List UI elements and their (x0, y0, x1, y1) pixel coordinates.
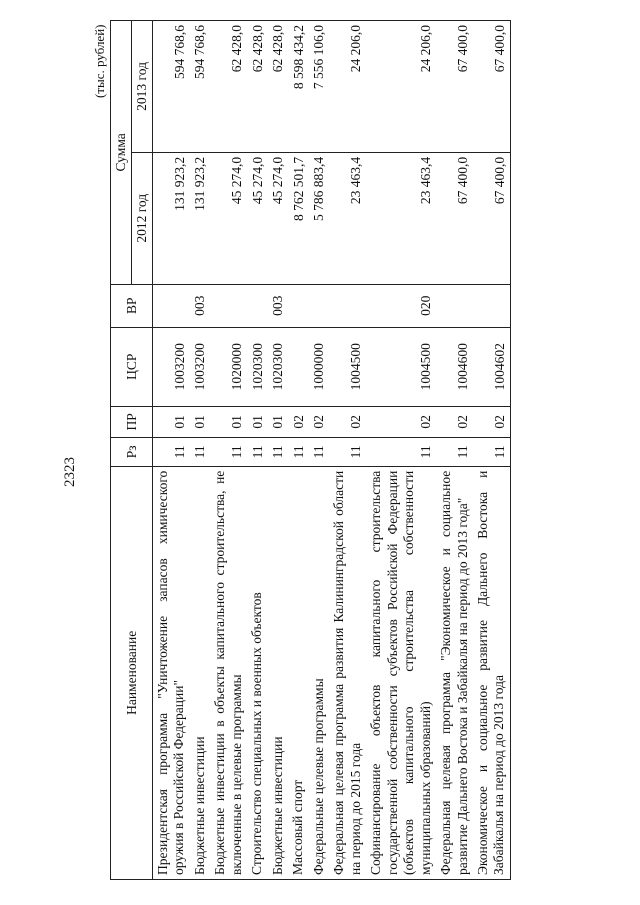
row-csr: 1004600 (436, 327, 473, 406)
row-name: Бюджетные инвестиции (268, 466, 288, 879)
row-rz: 11 (153, 437, 190, 466)
row-2013: 62 428,0 (210, 21, 247, 153)
page-number: 2323 (62, 457, 78, 487)
header-sum: Сумма (111, 21, 132, 285)
row-name: Экономическое и социальное развитие Дальнего Востока и Забайкалья на период до 2013 года (473, 466, 510, 879)
row-2012: 23 463,4 (329, 152, 366, 284)
header-pr: ПР (111, 406, 153, 437)
row-rz: 11 (247, 437, 267, 466)
table-row (288, 21, 308, 880)
row-name: Президентская программа "Уничтожение запасов химического оружия в Российской Федерации" (153, 466, 190, 879)
row-name: Бюджетные инвестиции (190, 466, 210, 879)
header-vr: ВР (111, 284, 153, 327)
row-name: Софинансирование объектов капитального строительства государственной собственности субъектов Российской Федерации (объектов капитального строительства собственности муниципальных образований) (366, 466, 436, 879)
row-name: Строительство специальных и военных объектов (247, 466, 267, 879)
header-csr: ЦСР (111, 327, 153, 406)
row-2012: 67 400,0 (473, 152, 510, 284)
row-name: Массовый спорт (288, 466, 308, 879)
table-row (153, 21, 190, 880)
table-row (366, 21, 436, 880)
row-csr: 1020000 (210, 327, 247, 406)
row-2013: 24 206,0 (366, 21, 436, 153)
row-pr: 01 (153, 406, 190, 437)
row-rz: 11 (309, 437, 329, 466)
row-vr: 003 (268, 284, 288, 327)
row-vr: 003 (190, 284, 210, 327)
header-rz: Рз (111, 437, 153, 466)
row-2012: 5 786 883,4 (309, 152, 329, 284)
row-2012: 45 274,0 (268, 152, 288, 284)
row-vr (210, 284, 247, 327)
row-vr (329, 284, 366, 327)
row-vr (436, 284, 473, 327)
row-2012: 8 762 501,7 (288, 152, 308, 284)
row-name: Федеральная целевая программа развития Калининградской области на период до 2015 года (329, 466, 366, 879)
row-csr: 1003200 (153, 327, 190, 406)
row-pr: 01 (210, 406, 247, 437)
table-row (436, 21, 473, 880)
table-row (190, 21, 210, 880)
row-2012: 23 463,4 (366, 152, 436, 284)
row-vr (288, 284, 308, 327)
row-csr: 1020300 (268, 327, 288, 406)
row-2012: 67 400,0 (436, 152, 473, 284)
row-rz: 11 (288, 437, 308, 466)
rotated-page-content (90, 20, 600, 880)
row-pr: 01 (247, 406, 267, 437)
row-2013: 67 400,0 (436, 21, 473, 153)
row-2013: 67 400,0 (473, 21, 510, 153)
row-pr: 02 (309, 406, 329, 437)
row-rz: 11 (366, 437, 436, 466)
unit-note: (тыс. рублей) (92, 24, 107, 99)
row-2012: 131 923,2 (153, 152, 190, 284)
row-pr: 02 (329, 406, 366, 437)
row-name: Бюджетные инвестиции в объекты капитального строительства, не включенные в целевые программы (210, 466, 247, 879)
table-row (309, 21, 329, 880)
header-2012: 2012 год (132, 152, 153, 284)
row-2013: 594 768,6 (153, 21, 190, 153)
row-rz: 11 (210, 437, 247, 466)
row-2013: 62 428,0 (268, 21, 288, 153)
table-row (268, 21, 288, 880)
row-2013: 62 428,0 (247, 21, 267, 153)
row-csr: 1020300 (247, 327, 267, 406)
row-rz: 11 (190, 437, 210, 466)
row-pr: 02 (436, 406, 473, 437)
row-vr (473, 284, 510, 327)
row-pr: 02 (366, 406, 436, 437)
budget-table (90, 20, 511, 880)
row-pr: 01 (268, 406, 288, 437)
row-2013: 8 598 434,2 (288, 21, 308, 153)
row-rz: 11 (436, 437, 473, 466)
row-2013: 24 206,0 (329, 21, 366, 153)
row-rz: 11 (329, 437, 366, 466)
row-2012: 45 274,0 (210, 152, 247, 284)
row-name: Федеральные целевые программы (309, 466, 329, 879)
row-vr: 020 (366, 284, 436, 327)
row-pr: 01 (190, 406, 210, 437)
row-2012: 131 923,2 (190, 152, 210, 284)
row-pr: 02 (473, 406, 510, 437)
row-csr: 1004500 (329, 327, 366, 406)
table-row (210, 21, 247, 880)
header-2013: 2013 год (132, 21, 153, 153)
row-vr (153, 284, 190, 327)
row-csr: 1003200 (190, 327, 210, 406)
row-pr: 02 (288, 406, 308, 437)
row-csr: 1004500 (366, 327, 436, 406)
row-2013: 594 768,6 (190, 21, 210, 153)
row-2013: 7 556 106,0 (309, 21, 329, 153)
row-vr (247, 284, 267, 327)
row-csr: 1004602 (473, 327, 510, 406)
row-rz: 11 (473, 437, 510, 466)
row-vr (309, 284, 329, 327)
row-rz: 11 (268, 437, 288, 466)
row-csr (288, 327, 308, 406)
row-name: Федеральная целевая программа "Экономическое и социальное развитие Дальнего Востока и Забайкалья на период до 2013 года" (436, 466, 473, 879)
header-name: Наименование (111, 466, 153, 879)
row-2012: 45 274,0 (247, 152, 267, 284)
table-row (329, 21, 366, 880)
table-row (247, 21, 267, 880)
table-row (473, 21, 510, 880)
row-csr: 1000000 (309, 327, 329, 406)
